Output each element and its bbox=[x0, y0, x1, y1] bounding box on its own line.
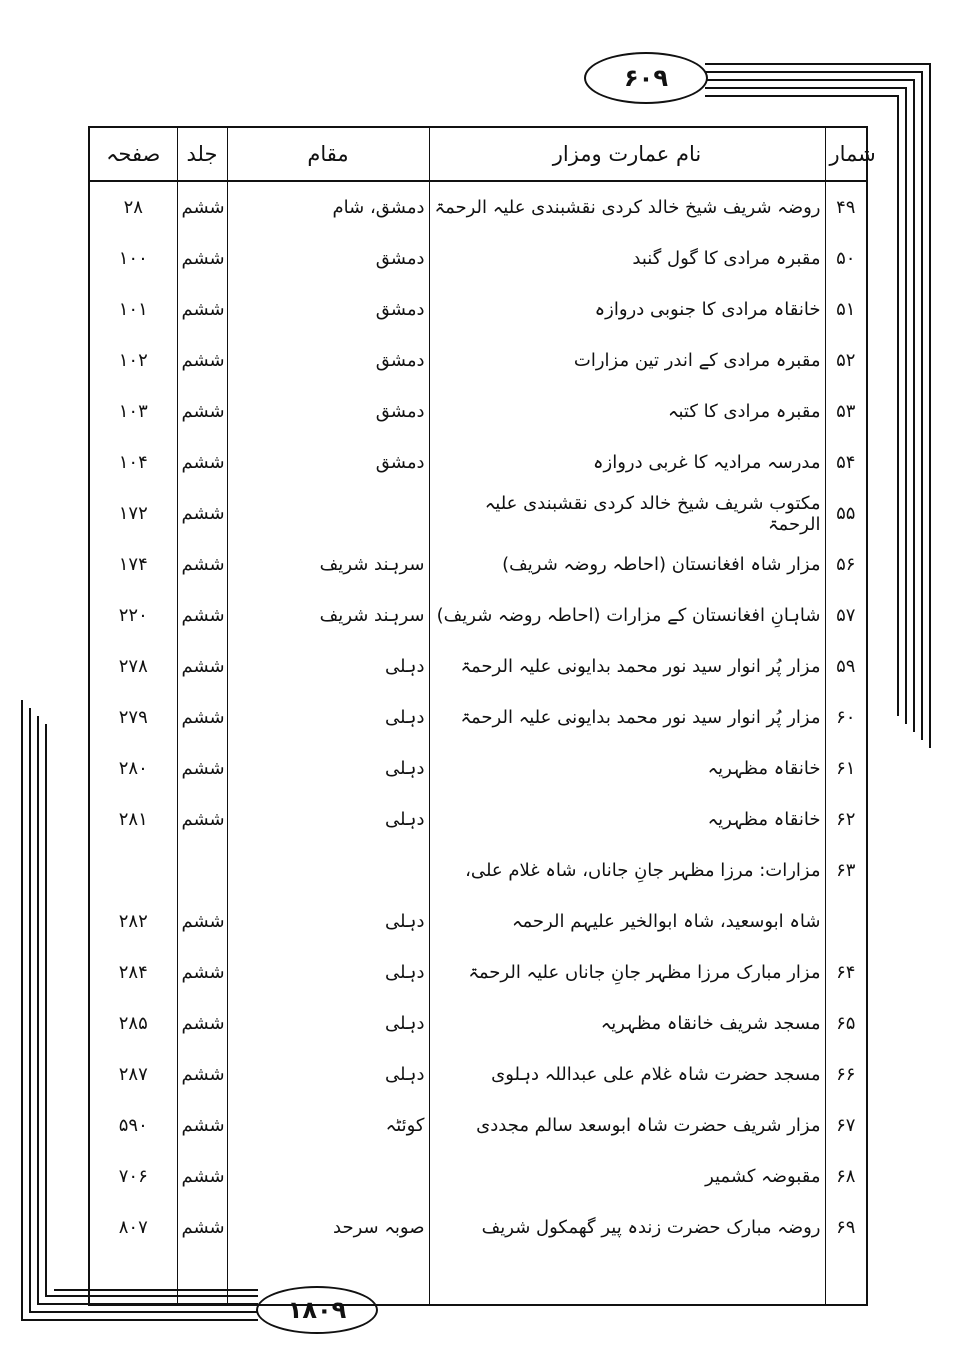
row-number: ۵۲ bbox=[825, 335, 867, 386]
table-row bbox=[89, 998, 867, 1049]
row-number: ۵۹ bbox=[825, 641, 867, 692]
row-volume: ششم bbox=[177, 743, 227, 794]
row-number: ۵۴ bbox=[825, 437, 867, 488]
row-name: مدرسہ مرادیہ کا غربی دروازہ bbox=[429, 437, 825, 488]
table-filler bbox=[89, 1253, 867, 1305]
row-number: ۵۶ bbox=[825, 539, 867, 590]
table-row bbox=[89, 692, 867, 743]
row-place: دمشق bbox=[227, 284, 429, 335]
row-name: مزار شاہ افغانستان (احاطہ روضہ شریف) bbox=[429, 539, 825, 590]
row-number: ۵۵ bbox=[825, 488, 867, 539]
row-name: مزار شریف حضرت شاہ ابوسعد سالم مجددی bbox=[429, 1100, 825, 1151]
row-volume: ششم bbox=[177, 181, 227, 233]
row-place: کوئٹہ bbox=[227, 1100, 429, 1151]
table-row bbox=[89, 1100, 867, 1151]
row-name: خانقاہ مظہریہ bbox=[429, 743, 825, 794]
table-row bbox=[89, 641, 867, 692]
header-page: صفحہ bbox=[89, 127, 177, 181]
row-volume: ششم bbox=[177, 998, 227, 1049]
table-row bbox=[89, 284, 867, 335]
row-name: مکتوب شریف شیخ خالد کردی نقشبندی علیہ الرحمۃ bbox=[429, 488, 825, 539]
table-row bbox=[89, 539, 867, 590]
row-volume: ششم bbox=[177, 1151, 227, 1202]
row-number: ۵۱ bbox=[825, 284, 867, 335]
table-row bbox=[89, 743, 867, 794]
row-volume: ششم bbox=[177, 335, 227, 386]
table-row bbox=[89, 335, 867, 386]
row-place bbox=[227, 488, 429, 539]
row-name: مزار پُر انوار سید نور محمد بدایونی علیہ الرحمۃ bbox=[429, 692, 825, 743]
row-page bbox=[89, 845, 177, 896]
row-name: مقبرہ مرادی کا کتبہ bbox=[429, 386, 825, 437]
row-page: ۱۰۱ bbox=[89, 284, 177, 335]
row-volume: ششم bbox=[177, 233, 227, 284]
row-volume: ششم bbox=[177, 1202, 227, 1253]
row-volume: ششم bbox=[177, 1100, 227, 1151]
row-volume: ششم bbox=[177, 488, 227, 539]
row-place: دہلی bbox=[227, 692, 429, 743]
row-number: ۶۳ bbox=[825, 845, 867, 896]
row-number bbox=[825, 896, 867, 947]
row-name: شاہ ابوسعید، شاہ ابوالخیر علیہم الرحمہ bbox=[429, 896, 825, 947]
table-header-row bbox=[89, 127, 867, 181]
row-name: مقبرہ مرادی کا گول گنبد bbox=[429, 233, 825, 284]
row-place: دہلی bbox=[227, 947, 429, 998]
row-name: مزار پُر انوار سید نور محمد بدایونی علیہ الرحمۃ bbox=[429, 641, 825, 692]
row-place: سرہند شریف bbox=[227, 590, 429, 641]
row-name: مقبرہ مرادی کے اندر تین مزارات bbox=[429, 335, 825, 386]
table-row bbox=[89, 181, 867, 233]
row-number: ۵۷ bbox=[825, 590, 867, 641]
row-number: ۶۲ bbox=[825, 794, 867, 845]
row-volume: ششم bbox=[177, 896, 227, 947]
index-table bbox=[88, 126, 876, 1306]
row-number: ۶۴ bbox=[825, 947, 867, 998]
table-row bbox=[89, 1202, 867, 1253]
row-place: دمشق bbox=[227, 386, 429, 437]
row-page: ۱۷۲ bbox=[89, 488, 177, 539]
table-row bbox=[89, 896, 867, 947]
row-place: دہلی bbox=[227, 896, 429, 947]
row-name: روضہ مبارک حضرت زندہ پیر گھمکول شریف bbox=[429, 1202, 825, 1253]
row-number: ۴۹ bbox=[825, 181, 867, 233]
row-page: ۲۲۰ bbox=[89, 590, 177, 641]
table-row bbox=[89, 845, 867, 896]
row-page: ۱۰۰ bbox=[89, 233, 177, 284]
row-page: ۱۰۴ bbox=[89, 437, 177, 488]
row-page: ۲۷۹ bbox=[89, 692, 177, 743]
row-name: روضہ شریف شیخ خالد کردی نقشبندی علیہ الرحمۃ bbox=[429, 181, 825, 233]
row-place bbox=[227, 1151, 429, 1202]
row-volume bbox=[177, 845, 227, 896]
row-number: ۶۱ bbox=[825, 743, 867, 794]
row-place: دمشق bbox=[227, 335, 429, 386]
row-page: ۲۸۴ bbox=[89, 947, 177, 998]
table-row bbox=[89, 794, 867, 845]
table-row bbox=[89, 590, 867, 641]
row-page: ۷۰۶ bbox=[89, 1151, 177, 1202]
row-volume: ششم bbox=[177, 539, 227, 590]
row-place: دمشق bbox=[227, 233, 429, 284]
row-page: ۲۸۰ bbox=[89, 743, 177, 794]
row-number: ۶۷ bbox=[825, 1100, 867, 1151]
header-number: شمار bbox=[825, 127, 867, 181]
top-page-number: ۶۰۹ bbox=[584, 52, 708, 104]
row-name: خانقاہ مرادی کا جنوبی دروازہ bbox=[429, 284, 825, 335]
row-volume: ششم bbox=[177, 947, 227, 998]
row-place: دہلی bbox=[227, 794, 429, 845]
row-volume: ششم bbox=[177, 692, 227, 743]
row-number: ۵۳ bbox=[825, 386, 867, 437]
row-place: دہلی bbox=[227, 1049, 429, 1100]
row-place bbox=[227, 845, 429, 896]
row-volume: ششم bbox=[177, 1049, 227, 1100]
bottom-page-number: ۱۸۰۹ bbox=[256, 1286, 378, 1334]
row-name: مقبوضہ کشمیر bbox=[429, 1151, 825, 1202]
row-number: ۶۵ bbox=[825, 998, 867, 1049]
table-row bbox=[89, 1049, 867, 1100]
row-name: شاہانِ افغانستان کے مزارات (احاطہ روضہ شریف) bbox=[429, 590, 825, 641]
table-row bbox=[89, 947, 867, 998]
row-place: دمشق bbox=[227, 437, 429, 488]
row-place: صوبہ سرحد bbox=[227, 1202, 429, 1253]
table-row bbox=[89, 1151, 867, 1202]
table-row bbox=[89, 386, 867, 437]
row-page: ۲۸۷ bbox=[89, 1049, 177, 1100]
row-volume: ششم bbox=[177, 386, 227, 437]
row-page: ۲۸ bbox=[89, 181, 177, 233]
header-name: نام عمارت ومزار bbox=[429, 127, 825, 181]
row-name: مسجد حضرت شاہ غلام علی عبداللہ دہلوی bbox=[429, 1049, 825, 1100]
row-page: ۱۷۴ bbox=[89, 539, 177, 590]
row-page: ۱۰۳ bbox=[89, 386, 177, 437]
table-body bbox=[89, 181, 867, 1305]
row-number: ۶۰ bbox=[825, 692, 867, 743]
row-volume: ششم bbox=[177, 794, 227, 845]
row-page: ۲۷۸ bbox=[89, 641, 177, 692]
row-number: ۶۹ bbox=[825, 1202, 867, 1253]
row-place: دمشق، شام bbox=[227, 181, 429, 233]
row-number: ۶۸ bbox=[825, 1151, 867, 1202]
row-page: ۲۸۵ bbox=[89, 998, 177, 1049]
row-page: ۵۹۰ bbox=[89, 1100, 177, 1151]
row-volume: ششم bbox=[177, 641, 227, 692]
row-name: مزار مبارک مرزا مظہر جانِ جاناں علیہ الرحمۃ bbox=[429, 947, 825, 998]
table-row bbox=[89, 233, 867, 284]
row-volume: ششم bbox=[177, 437, 227, 488]
row-page: ۲۸۲ bbox=[89, 896, 177, 947]
row-page: ۸۰۷ bbox=[89, 1202, 177, 1253]
row-number: ۶۶ bbox=[825, 1049, 867, 1100]
row-name: مسجد شریف خانقاہ مظہریہ bbox=[429, 998, 825, 1049]
table-row bbox=[89, 488, 867, 539]
row-page: ۱۰۲ bbox=[89, 335, 177, 386]
header-place: مقام bbox=[227, 127, 429, 181]
header-volume: جلد bbox=[177, 127, 227, 181]
row-place: دہلی bbox=[227, 641, 429, 692]
row-number: ۵۰ bbox=[825, 233, 867, 284]
row-place: سرہند شریف bbox=[227, 539, 429, 590]
row-page: ۲۸۱ bbox=[89, 794, 177, 845]
row-volume: ششم bbox=[177, 284, 227, 335]
row-name: خانقاہ مظہریہ bbox=[429, 794, 825, 845]
row-volume: ششم bbox=[177, 590, 227, 641]
row-name: مزارات: مرزا مظہر جانِ جاناں، شاہ غلام علی، bbox=[429, 845, 825, 896]
table-row bbox=[89, 437, 867, 488]
row-place: دہلی bbox=[227, 998, 429, 1049]
row-place: دہلی bbox=[227, 743, 429, 794]
